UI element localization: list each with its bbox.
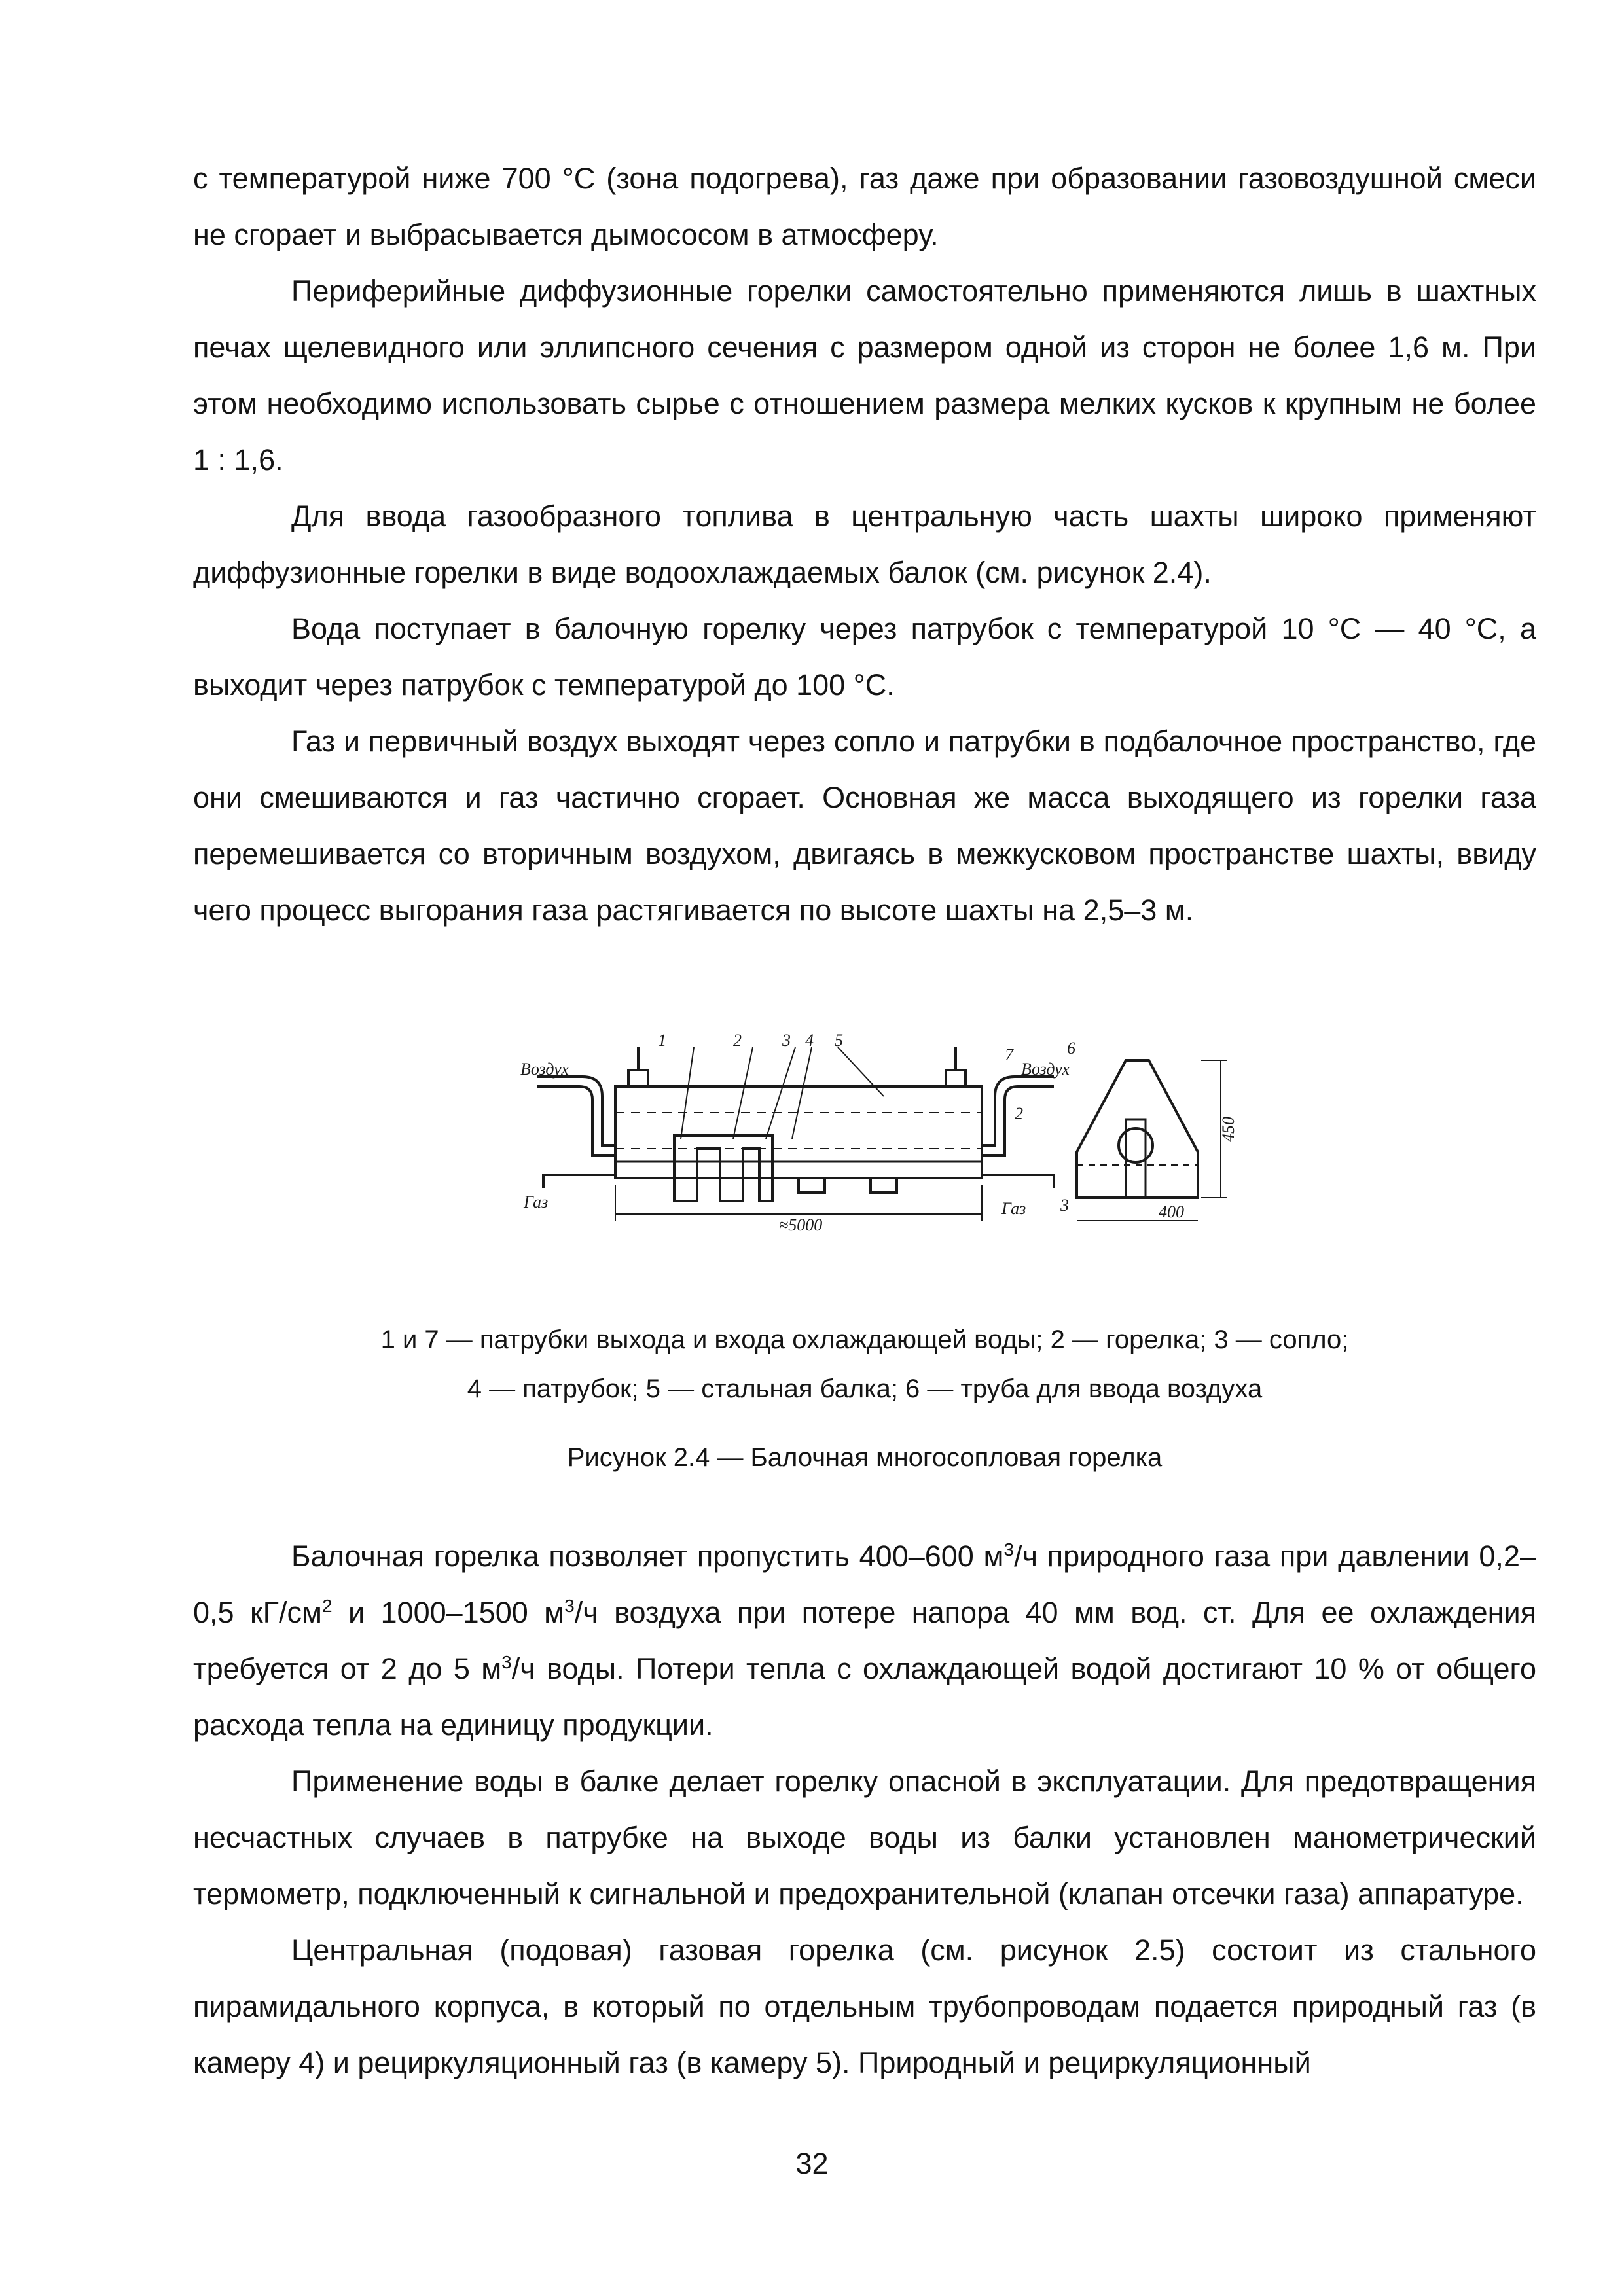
label-height: 450 xyxy=(1219,1117,1237,1142)
label-width: 400 xyxy=(1159,1202,1184,1221)
figure-caption: Рисунок 2.4 — Балочная многосопловая горелка xyxy=(567,1443,1163,1472)
paragraph-5: Газ и первичный воздух выходят через сопло и патрубки в подбалочное пространство, где они смешиваются и газ частично сгорает. Основная же масса выходящего из горелки газа перемешивается со вторичным воздухом, двигаясь в межкусковом пространстве шахты, ввиду чего процесс выгорания газа растягивается по высоте шахты на 2,5–3 м. xyxy=(193,725,1536,927)
label-2: 2 xyxy=(733,1034,742,1050)
paragraph-1: с температурой ниже 700 °С (зона подогрева), газ даже при образовании газовоздушной смеси не сгорает и выбрасывается дымососом в атмосферу. xyxy=(193,162,1536,251)
label-2b: 2 xyxy=(1015,1104,1023,1123)
cross-section-pipe xyxy=(1119,1128,1153,1162)
label-length: ≈5000 xyxy=(779,1215,823,1234)
nozzle-a xyxy=(799,1178,825,1193)
burner-comb xyxy=(674,1136,772,1201)
nozzle-b xyxy=(871,1178,897,1193)
label-air-left: Воздух xyxy=(520,1060,569,1079)
label-3: 3 xyxy=(782,1034,791,1050)
gas-pipe-right xyxy=(982,1175,1054,1188)
beam-body xyxy=(615,1086,982,1178)
paragraph-8: Центральная (подовая) газовая горелка (см. рисунок 2.5) состоит из стального пирамидального корпуса, в который по отдельным трубопроводам подается природный газ (в камеру 4) и рециркуляционный газ (в камеру 5). Природный и рециркуляционный xyxy=(193,1933,1536,2079)
label-3b: 3 xyxy=(1060,1196,1069,1215)
paragraph-4: Вода поступает в балочную горелку через патрубок с температурой 10 °С — 40 °С, а выходит через патрубок с температурой до 100 °С. xyxy=(193,612,1536,702)
label-5: 5 xyxy=(835,1034,843,1050)
label-1: 1 xyxy=(658,1034,666,1050)
figure-legend xyxy=(193,1316,1536,1414)
label-4: 4 xyxy=(805,1034,814,1050)
legend-line-2: 4 — патрубок; 5 — стальная балка; 6 — труба для ввода воздуха xyxy=(467,1374,1263,1403)
burner-drawing xyxy=(517,1034,1237,1257)
paragraph-2: Периферийные диффузионные горелки самостоятельно применяются лишь в шахтных печах щелевидного или эллипсного сечения с размером одной из сторон не более 1,6 м. При этом необходимо использовать сырье с отношением размера мелких кусков к крупным не более 1 : 1,6. xyxy=(193,274,1536,476)
fitting-7 xyxy=(946,1070,965,1086)
label-6: 6 xyxy=(1067,1039,1075,1058)
bottom-text xyxy=(193,1528,1536,2091)
page-number: 32 xyxy=(795,2147,829,2180)
paragraph-7: Применение воды в балке делает горелку опасной в эксплуатации. Для предотвращения несчастных случаев в патрубке на выходе воды из балки установлен манометрический термометр, подключенный к сигнальной и предохранительной (клапан отсечки газа) аппаратуре. xyxy=(193,1765,1536,1910)
top-text xyxy=(193,151,1536,939)
label-air-right: Воздух xyxy=(1021,1060,1070,1079)
fitting-1 xyxy=(628,1070,648,1086)
label-7: 7 xyxy=(1005,1045,1013,1064)
label-gas-left: Газ xyxy=(524,1193,549,1211)
legend-line-1: 1 и 7 — патрубки выхода и входа охлаждающей воды; 2 — горелка; 3 — сопло; xyxy=(380,1325,1349,1354)
paragraph-3: Для ввода газообразного топлива в центральную часть шахты широко применяют диффузионные горелки в виде водоохлаждаемых балок (см. рисунок 2.4). xyxy=(193,499,1536,589)
burner-figure xyxy=(517,1034,1237,1257)
label-gas-right: Газ xyxy=(1001,1199,1026,1218)
gas-pipe-left xyxy=(543,1175,615,1188)
paragraph-6: Балочная горелка позволяет пропустить 400–600 $м^3/ч$ природного газа при давлении 0,2–0,5 $кГ/см^2$ и 1000–1500 $м^3/ч$ воздуха при потере напора 40 мм вод. ст. Для ее охлаждения требуется от 2 до 5 $м^3/ч$ воды. Потери тепла с охлаждающей водой достигают 10 % от общего расхода тепла на единицу продукции. xyxy=(193,1539,1536,1742)
